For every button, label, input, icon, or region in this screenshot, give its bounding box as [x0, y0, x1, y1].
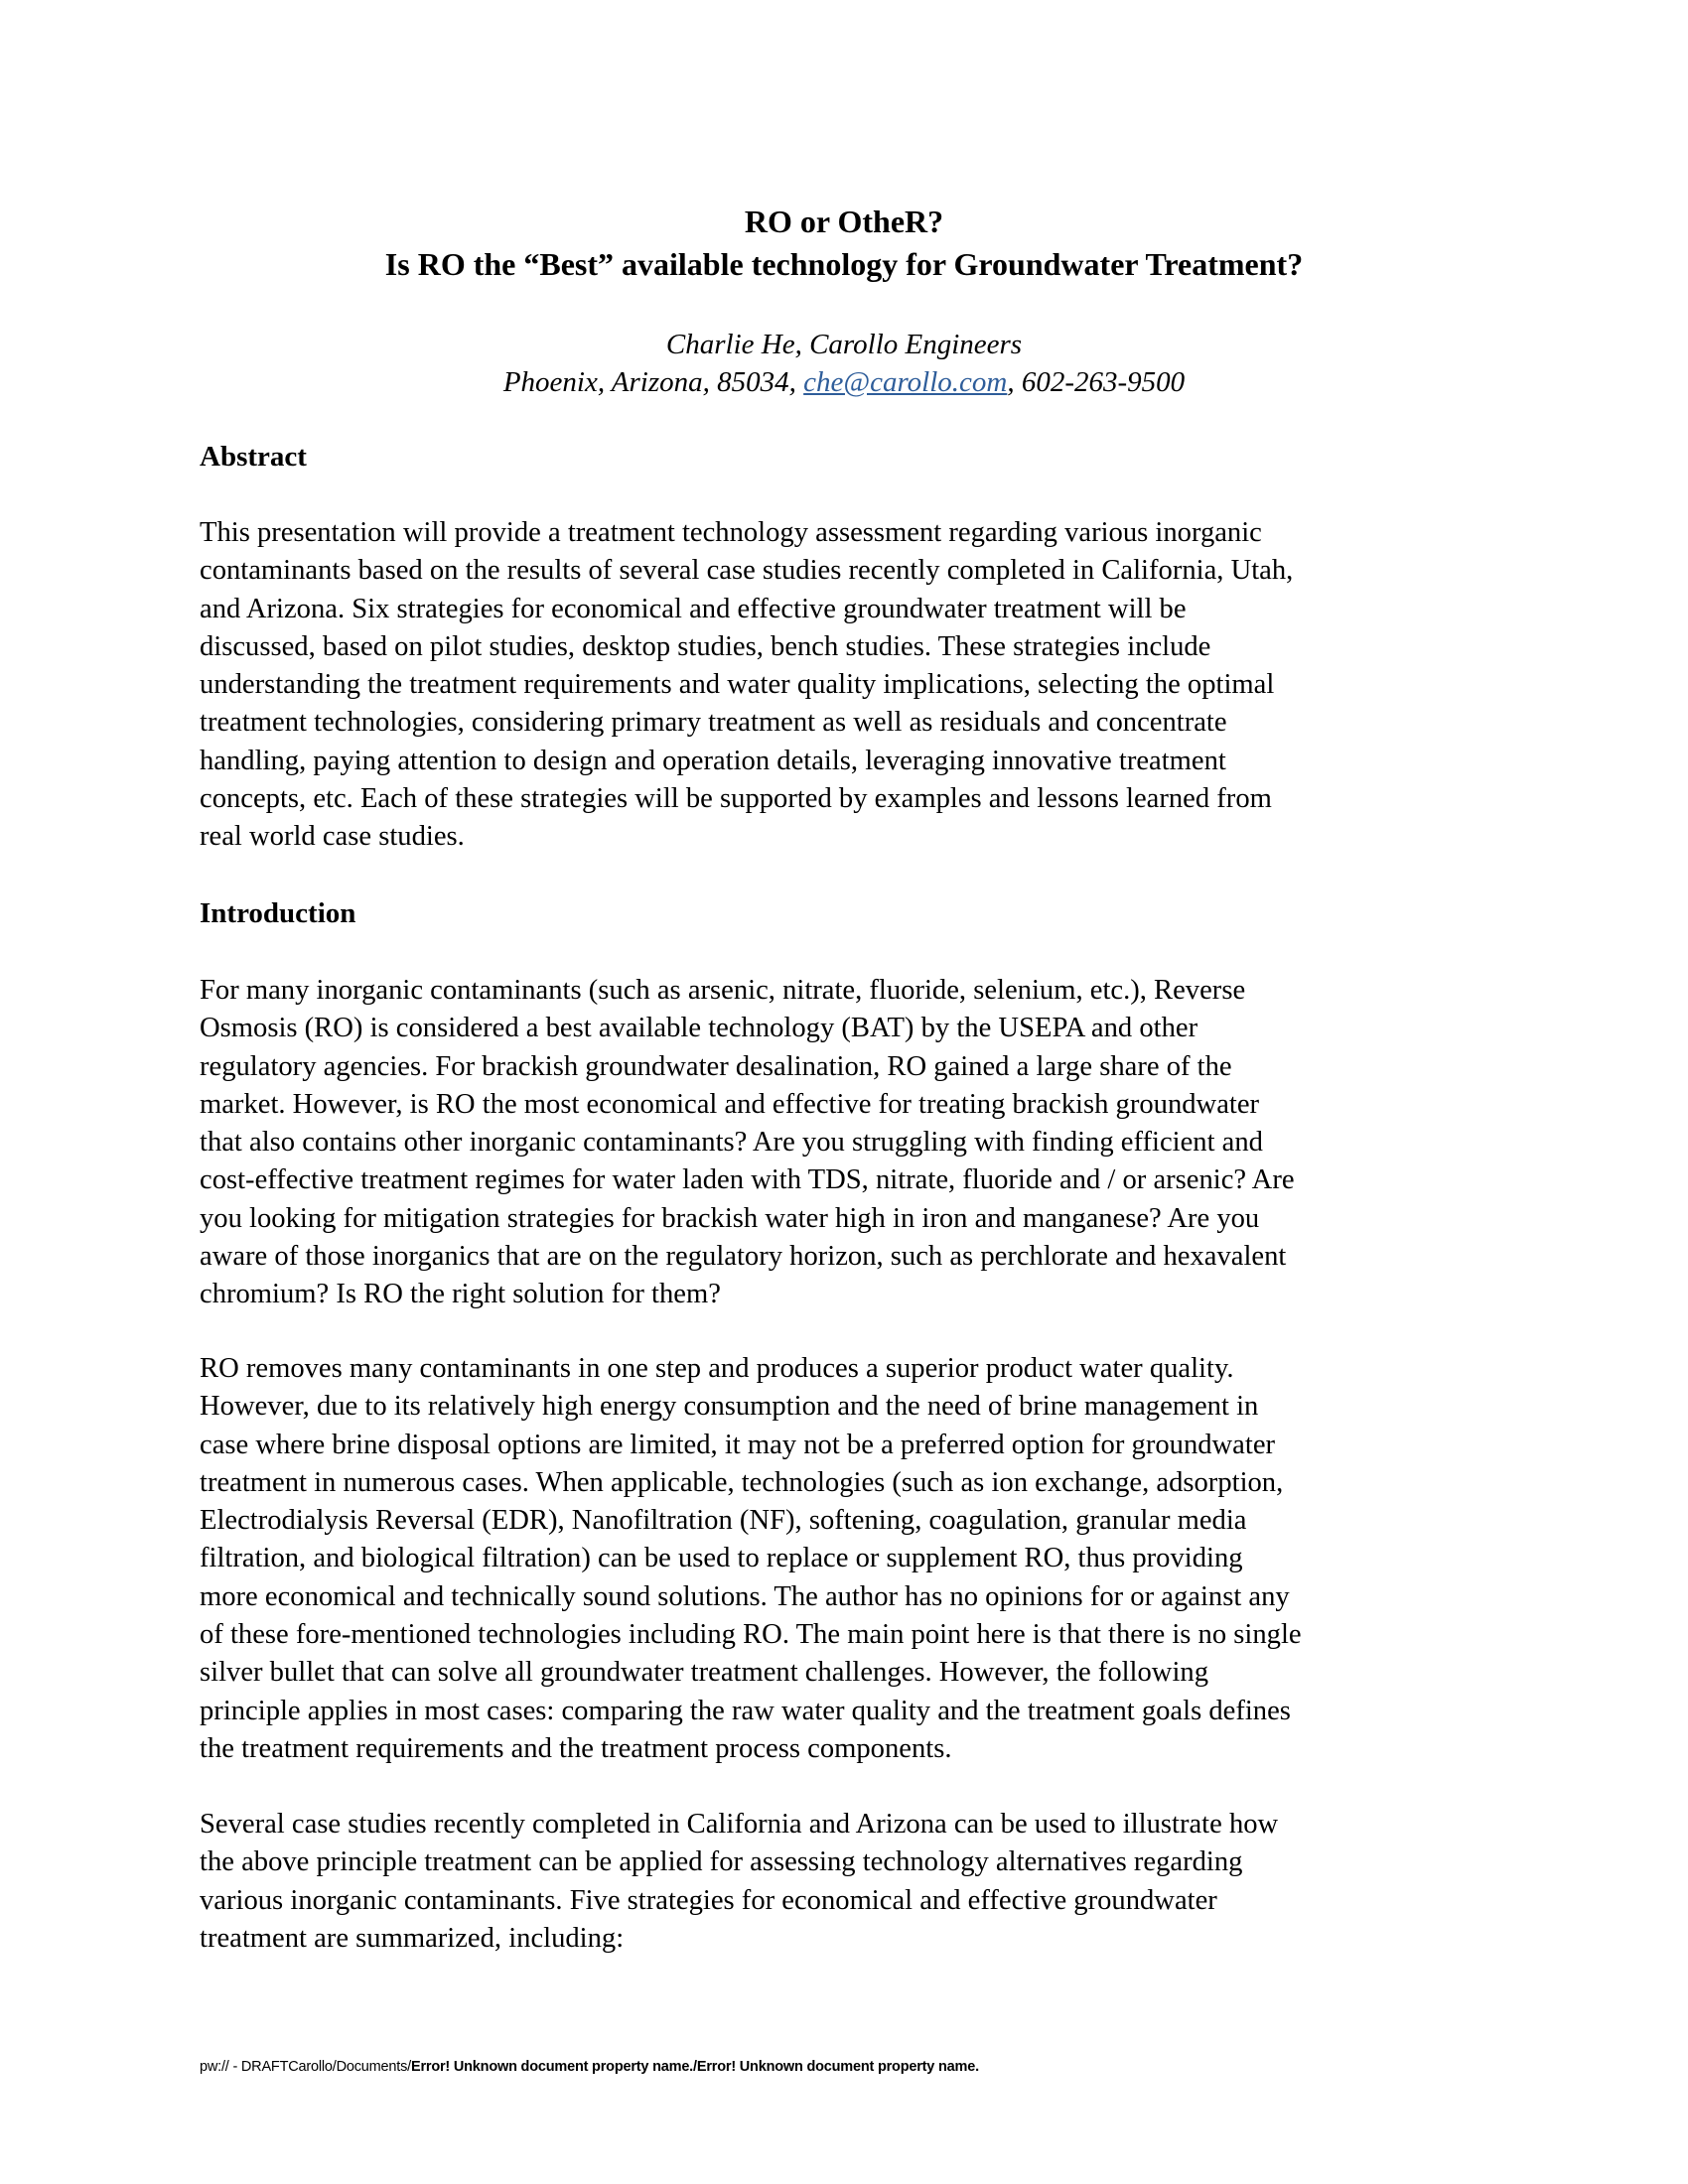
- text-line: market. However, is RO the most economical and effective for treating brackish groundwater: [200, 1088, 1260, 1120]
- text-line: the above principle treatment can be applied for assessing technology alternatives regarding: [200, 1846, 1243, 1878]
- text-line: and Arizona. Six strategies for economical and effective groundwater treatment will be: [200, 593, 1187, 624]
- author-name: Charlie He, Carollo Engineers: [665, 329, 1023, 360]
- intro-paragraph-1: [200, 972, 1490, 1314]
- text-line: Electrodialysis Reversal (EDR), Nanofiltration (NF), softening, coagulation, granular media: [200, 1505, 1247, 1537]
- text-line: understanding the treatment requirements and water quality implications, selecting the optimal: [200, 669, 1275, 701]
- text-line: principle applies in most cases: comparing the raw water quality and the treatment goals defines: [200, 1695, 1291, 1726]
- text-line: of these fore-mentioned technologies including RO. The main point here is that there is no single: [200, 1619, 1302, 1651]
- text-line: contaminants based on the results of several case studies recently completed in California, Utah,: [200, 555, 1294, 587]
- abstract-paragraph: [200, 514, 1490, 857]
- text-line: that also contains other inorganic contaminants? Are you struggling with finding efficient and: [200, 1127, 1263, 1159]
- author-location: Phoenix, Arizona, 85034,: [502, 366, 804, 398]
- introduction-heading: Introduction: [200, 897, 356, 929]
- footer-path: pw:// - DRAFTCarollo/Documents/: [200, 2059, 411, 2075]
- text-line: you looking for mitigation strategies for brackish water high in iron and manganese? Are you: [200, 1202, 1260, 1234]
- text-line: regulatory agencies. For brackish groundwater desalination, RO gained a large share of the: [200, 1050, 1232, 1082]
- text-line: silver bullet that can solve all groundwater treatment challenges. However, the following: [200, 1657, 1208, 1689]
- title-line-1: RO or OtheR?: [744, 204, 944, 239]
- text-line: treatment are summarized, including:: [200, 1922, 625, 1954]
- text-line: RO removes many contaminants in one step and produces a superior product water quality.: [200, 1353, 1234, 1384]
- footer-separator: /: [693, 2059, 697, 2075]
- page-footer: [200, 2059, 979, 2075]
- text-line: aware of those inorganics that are on the regulatory horizon, such as perchlorate and hexavalent: [200, 1241, 1287, 1273]
- footer-error-2: Error! Unknown document property name.: [696, 2059, 979, 2075]
- text-line: treatment in numerous cases. When applicable, technologies (such as ion exchange, adsorption,: [200, 1466, 1284, 1498]
- text-line: handling, paying attention to design and operation details, leveraging innovative treatment: [200, 745, 1226, 776]
- text-line: cost-effective treatment regimes for water laden with TDS, nitrate, fluoride and / or arsenic? Are: [200, 1164, 1295, 1196]
- text-line: chromium? Is RO the right solution for them?: [200, 1279, 721, 1310]
- text-line: Several case studies recently completed in California and Arizona can be used to illustrate how: [200, 1809, 1279, 1840]
- text-line: filtration, and biological filtration) can be used to replace or supplement RO, thus providing: [200, 1543, 1243, 1574]
- author-email-link[interactable]: che@carollo.com: [803, 366, 1008, 398]
- text-line: However, due to its relatively high energy consumption and the need of brine management in: [200, 1391, 1259, 1423]
- text-line: discussed, based on pilot studies, desktop studies, bench studies. These strategies include: [200, 630, 1211, 662]
- text-line: case where brine disposal options are limited, it may not be a preferred option for groundwater: [200, 1429, 1276, 1460]
- text-line: various inorganic contaminants. Five strategies for economical and effective groundwater: [200, 1884, 1217, 1916]
- text-line: treatment technologies, considering primary treatment as well as residuals and concentrate: [200, 707, 1227, 739]
- text-line: real world case studies.: [200, 821, 465, 853]
- text-line: For many inorganic contaminants (such as arsenic, nitrate, fluoride, selenium, etc.), Reverse: [200, 975, 1246, 1006]
- text-line: concepts, etc. Each of these strategies will be supported by examples and lessons learned from: [200, 783, 1272, 815]
- text-line: more economical and technically sound solutions. The author has no opinions for or against any: [200, 1580, 1290, 1612]
- abstract-heading: Abstract: [200, 441, 307, 473]
- intro-paragraph-2: [200, 1350, 1490, 1768]
- text-line: the treatment requirements and the treatment process components.: [200, 1732, 952, 1764]
- author-contact: [0, 363, 1688, 401]
- title-line-2: Is RO the “Best” available technology for Groundwater Treatment?: [384, 246, 1304, 282]
- author-phone: , 602-263-9500: [1007, 366, 1186, 398]
- footer-error-1: Error! Unknown document property name.: [410, 2059, 694, 2075]
- intro-paragraph-3: [200, 1806, 1490, 1958]
- text-line: Osmosis (RO) is considered a best available technology (BAT) by the USEPA and other: [200, 1013, 1198, 1044]
- text-line: This presentation will provide a treatment technology assessment regarding various inorganic: [200, 517, 1262, 548]
